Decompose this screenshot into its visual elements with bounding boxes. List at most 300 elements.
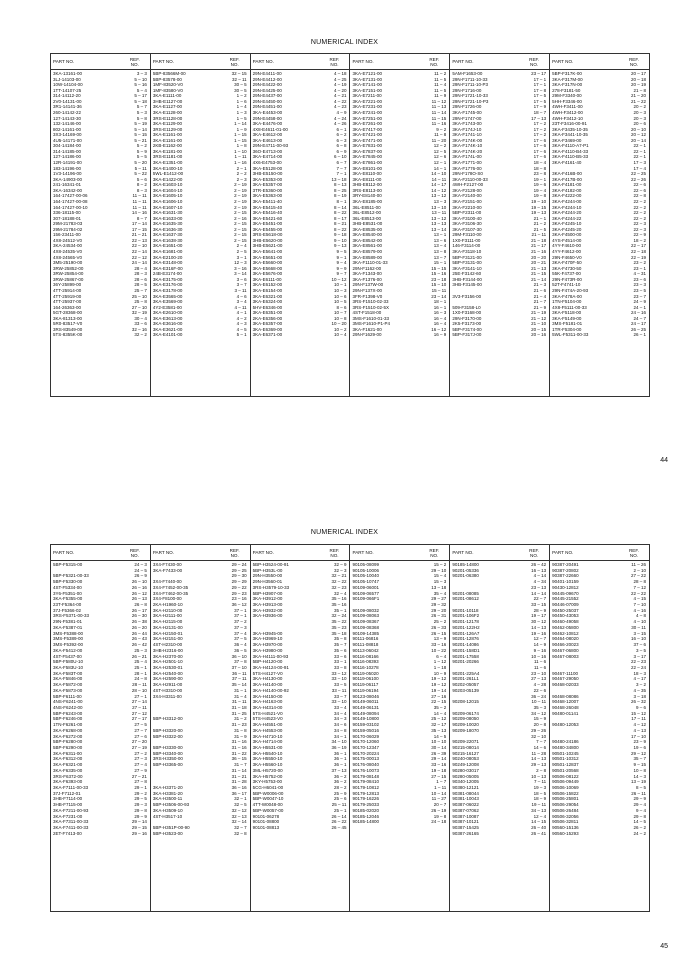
part-number: 4X8-F5111-00-33 (552, 304, 587, 310)
part-number: 5BP-H3523-00 (152, 830, 183, 836)
ref-number: 14 – 17 (431, 182, 447, 188)
ref-number: 19 – 13 (531, 210, 547, 216)
part-number: 5BP-F5315-00 (53, 562, 83, 567)
index-column (51, 545, 151, 911)
ref-number: 20 – 14 (630, 137, 646, 143)
index-row (450, 332, 549, 338)
part-number: 3KA-E1651-00 (152, 243, 183, 249)
ref-number: 27 – 22 (630, 573, 646, 579)
part-number: 90109-06577 (352, 590, 380, 596)
ref-number: 22 – 22 (630, 590, 646, 596)
part-number: 29N-F1711-10-33 (452, 76, 488, 82)
part-number: 90380-12121 (452, 785, 479, 791)
ref-number: 13 – 1 (433, 232, 447, 238)
ref-number: 27 – 10 (131, 304, 147, 310)
part-number: 90467-08003 (552, 653, 579, 659)
part-number: 29N-F178O-S0 (452, 171, 483, 177)
ref-number: 28 – 1 (134, 670, 147, 676)
part-number: 90209-18070 (452, 727, 479, 733)
part-number: 3X4-F7440-00 (152, 579, 182, 585)
part-number: 5BP-F2311-00 (452, 210, 482, 216)
part-number: 3KA-E2610-00 (152, 310, 183, 316)
ref-number: 2 – 19 (234, 193, 247, 199)
ref-number: 20 – 21 (531, 260, 547, 266)
part-number: 3KA-H5531-00 (252, 745, 283, 750)
ref-number: 10 – 2 (333, 326, 347, 332)
part-number: 3KA-E6351-00 (252, 310, 283, 316)
part-number: 3HB-E5620-00 (252, 237, 283, 243)
ref-number: 5 – 3 (136, 109, 147, 115)
ref-number: 5 – 19 (134, 121, 147, 127)
part-number: 3KA-E7151-00 (352, 87, 383, 93)
part-number: 90179-12813 (352, 790, 380, 796)
part-number: 90506-26484 (552, 807, 579, 813)
ref-number: 23 – 8 (533, 171, 547, 177)
part-number: 3KA-E6369-00 (252, 326, 283, 332)
ref-number: 10 – 4 (333, 332, 347, 338)
index-column (151, 54, 251, 396)
part-number: 3KA-E6321-00 (252, 293, 283, 299)
ref-number: 28 – 5 (134, 282, 147, 288)
part-number: 3KA-E3621-00 (152, 326, 183, 332)
ref-number: 26 – 33 (431, 624, 447, 630)
ref-number: 4 – 28 (533, 682, 547, 688)
ref-number: 37 – 4 (234, 630, 247, 636)
ref-number: 22 – 7 (533, 596, 547, 602)
part-number: 3KA-H2370-00 (152, 653, 183, 659)
part-number: 3KA-F2128-00 (452, 187, 482, 193)
ref-number: 23 – 16 (231, 596, 247, 602)
ref-number: 11 – 11 (132, 193, 147, 199)
part-number: 3KA-F6312-00 (53, 756, 83, 762)
ref-number: 19 – 18 (431, 767, 447, 773)
part-number: 3MS-F5392-00 (53, 642, 84, 648)
part-number: 3X4-F7452-00-35 (152, 584, 189, 590)
part-number: 90119-06100 (352, 676, 379, 682)
ref-number: 18 – 9 (533, 796, 547, 802)
part-number: 29M-F3110-00 (452, 232, 482, 238)
part-number: 3TR-E5360-00 (252, 187, 283, 193)
index-row (450, 831, 549, 837)
ref-number: 17 – 6 (533, 143, 547, 149)
ref-number: 4 – 24 (333, 115, 347, 121)
ref-number: 5 – 9 (136, 148, 147, 154)
ref-number: 1 – 12 (433, 659, 447, 665)
part-number: 3KA-14903-00 (53, 176, 83, 182)
part-number: 3RS-E1129-00 (152, 126, 183, 132)
ref-number: 25 – 10 (131, 293, 147, 299)
part-number: 90149-06011 (352, 699, 379, 705)
ref-number: 26 – 12 (131, 590, 147, 596)
part-no-header: PART NO. (452, 550, 474, 555)
ref-number: 6 – 9 (336, 148, 347, 154)
part-number: 3KA-H4150-00 (252, 693, 283, 699)
ref-number: 11 – 28 (531, 750, 547, 756)
ref-number: 26 – 14 (331, 813, 347, 819)
ref-number: 32 – 11 (231, 76, 247, 82)
part-number: 90170-06029 (352, 733, 380, 739)
ref-number: 9 – 15 (633, 762, 646, 768)
ref-number: 20 – 20 (531, 254, 547, 260)
part-number: 3KA-F1743-00 (452, 121, 482, 127)
part-number: 90468-26048 (552, 704, 579, 710)
part-number: 3KA-F1776-00 (452, 165, 482, 171)
ref-number: 2 – 19 (234, 204, 247, 210)
ref-number: 19 – 16 (531, 630, 547, 636)
ref-number: 22 – 23 (630, 659, 646, 665)
part-number: 3RS-E1128-00 (152, 115, 183, 121)
part-number: 278-F3181-50 (552, 87, 581, 93)
part-number: 90506-32056 (552, 813, 579, 819)
part-number: 3KA-E1181-00 (152, 148, 183, 154)
ref-number: 23 – 7 (633, 293, 646, 299)
part-number: 90179-10812 (352, 785, 380, 791)
part-number: 90249-12008 (452, 762, 479, 768)
part-number: 314-14185-00 (53, 148, 82, 154)
ref-number: 22 – 2 (633, 198, 646, 204)
ref-number: 1 – 2 (236, 93, 247, 99)
ref-number: 10 – 10 (431, 739, 447, 745)
part-number: 29N-E4451-00 (252, 104, 282, 110)
ref-number: 5 – 17 (134, 93, 147, 99)
part-number: 4WH-F2127-00 (452, 182, 484, 188)
ref-number: 3 – 3 (136, 71, 147, 76)
ref-number: 35 – 16 (331, 602, 347, 608)
part-number: 4WH-F3412-00 (552, 109, 583, 115)
ref-number: 17 – 3 (633, 160, 646, 165)
part-number: 3KA-H4710-10 (252, 733, 283, 739)
part-number: 90450-43053 (552, 613, 579, 619)
ref-number: 27 – 8 (134, 779, 147, 785)
ref-number: 16 – 10 (630, 636, 646, 642)
ref-number: 15 – 1 (433, 260, 447, 266)
ref-number: 31 – 2 (234, 716, 247, 722)
part-number: 90109-08367 (352, 619, 380, 625)
part-number: 1TN-F5104-00 (552, 299, 582, 305)
part-number: 10W-14104-00 (53, 82, 83, 88)
part-number: 3KA-F6268-00 (53, 727, 83, 733)
ref-number: 33 – 6 (134, 321, 147, 327)
part-number: 3KA-E4714-00 (252, 154, 283, 160)
column-header (151, 545, 250, 561)
index-column (550, 545, 649, 911)
ref-number: 29 – 8 (633, 813, 646, 819)
page-title: NUMERICAL INDEX (310, 529, 379, 536)
ref-number: 21 – 21 (131, 232, 147, 238)
ref-no-header: REF. NO. (129, 56, 140, 67)
ref-number: 32 – 23 (331, 584, 347, 590)
ref-number: 16 – 12 (431, 326, 447, 332)
ref-number: 29 – 8 (134, 807, 147, 813)
part-number: 3KA-F4500-00 (552, 232, 582, 238)
ref-number: 11 – 9 (434, 93, 447, 99)
ref-number: 2 – 10 (633, 567, 646, 573)
ref-number: 15 – 12 (630, 710, 646, 716)
part-number: 4YY-F4612-00 (552, 249, 581, 254)
ref-number: 11 – 6 (533, 659, 547, 665)
part-number: 3KA-F174K-10 (452, 143, 483, 149)
ref-number: 26 – 43 (131, 636, 147, 642)
ref-number: 22 – 2 (633, 204, 646, 210)
part-number: 3KA-F1771-00 (452, 160, 482, 165)
part-number: 3KA-E1606-10 (152, 198, 183, 204)
ref-number: 15 – 16 (431, 271, 447, 277)
ref-number: 24 – 16 (630, 310, 646, 316)
part-number: 3KA-F7211-00-93 (53, 807, 89, 813)
ref-number: 28 – 3 (134, 271, 147, 277)
ref-number: 25 – 8 (134, 299, 147, 305)
part-number: 4U5-14171-00 (53, 137, 82, 143)
ref-number: 37 – 11 (231, 676, 247, 682)
ref-number: 2 – 4 (236, 243, 247, 249)
ref-number: 2 – 3 (236, 176, 247, 182)
ref-number: 30 – 12 (531, 619, 547, 625)
ref-number: 19 – 8 (533, 193, 547, 199)
part-number: 4TT-25919-00 (53, 293, 82, 299)
part-number: 1TN-F6261-00 (53, 722, 83, 728)
ref-number: 16 – 1 (433, 304, 447, 310)
part-number: 3RS-F1510-02-33 (352, 299, 389, 305)
ref-no-header: REF. NO. (429, 56, 440, 67)
ref-number: 25 – 1 (333, 807, 347, 813)
part-number: 3KA-E5353-00 (252, 176, 283, 182)
part-number: 3MS-F1610-01-33 (352, 315, 390, 321)
column-body (251, 70, 350, 396)
index-table (50, 53, 650, 397)
ref-number: 4 – 26 (333, 121, 347, 127)
part-number: 90109-08063 (352, 613, 380, 619)
part-number: 3RS-F5371-00-33 (53, 613, 90, 619)
ref-number: 11 – 12 (431, 98, 447, 104)
ref-number: 25 – 6 (333, 796, 347, 802)
part-number: 36L-E8512-00 (352, 210, 382, 216)
part-number: 3KA-E1633-00 (152, 215, 183, 221)
ref-number: 36 – 12 (231, 602, 247, 608)
ref-number: 4 – 15 (633, 596, 646, 602)
ref-number: 5 – 8 (136, 115, 147, 121)
ref-number: 6 – 10 (333, 154, 347, 160)
index-page-45 (0, 487, 689, 974)
ref-number: 4 – 17 (633, 676, 646, 682)
part-number: 3KA-E7211-00 (352, 93, 382, 99)
page-number: 44 (660, 457, 668, 464)
ref-number: 4 – 14 (533, 573, 547, 579)
ref-number: 21 – 12 (531, 315, 547, 321)
ref-number: 37 – 1 (234, 613, 247, 619)
ref-number: 33 – 8 (333, 664, 347, 670)
ref-number: 17 – 11 (631, 716, 646, 722)
index-row (51, 332, 150, 338)
part-number: 24B-E3174-00 (152, 271, 182, 277)
ref-number: 20 – 19 (630, 82, 646, 88)
ref-number: 21 – 18 (531, 237, 547, 243)
column-header (251, 54, 350, 70)
ref-number: 27 – 1 (134, 693, 147, 699)
ref-number: 1 – 6 (236, 98, 247, 104)
ref-number: 10 – 12 (331, 276, 347, 282)
part-number: 29N-E4412-00 (252, 76, 282, 82)
part-number: 29N-E4411-00 (252, 71, 282, 76)
part-number: 3KA-E4453-00 (252, 109, 283, 115)
part-number: 3KA-E1129-00 (152, 121, 183, 127)
part-number: 90464-08020 (552, 636, 579, 642)
part-no-header: PART NO. (53, 550, 75, 555)
part-number: 3KA-H2151-00 (152, 636, 183, 642)
part-no-header: PART NO. (252, 59, 274, 64)
part-number: 90119-05020 (352, 670, 379, 676)
part-number: 37J-F5366-02 (53, 607, 82, 613)
ref-number: 33 – 7 (333, 693, 347, 699)
ref-number: 31 – 16 (231, 739, 247, 745)
ref-number: 35 – 7 (333, 642, 347, 648)
part-number: 4TT-25914-00 (53, 287, 82, 293)
ref-number: 17 – 2 (533, 132, 547, 138)
ref-number: 32 – 9 (333, 562, 347, 567)
ref-number: 10 – 20 (331, 321, 347, 327)
ref-number: 3 – 2 (635, 682, 646, 688)
ref-number: 32 – 1 (234, 796, 247, 802)
ref-number: 15 – 3 (433, 579, 447, 585)
ref-number: 28 – 2 (333, 785, 347, 791)
ref-number: 29 – 14 (431, 756, 447, 762)
ref-number: 22 – 6 (533, 687, 547, 693)
part-number: 90201-122H2 (452, 624, 480, 630)
part-number: 90201-158D1 (452, 647, 480, 653)
part-number: 90480-34800 (552, 745, 579, 750)
part-number: 1MF-83580-V0 (152, 87, 183, 93)
ref-number: 3 – 7 (236, 282, 247, 288)
part-number: 3KA-F1110-01-33 (352, 260, 388, 266)
part-number: 90201-12876 (452, 636, 479, 642)
ref-number: 26 – 16 (131, 584, 147, 590)
part-number: 3HB-E5150-00 (252, 171, 283, 177)
part-number: 29N-E4711-00-93 (252, 143, 289, 149)
ref-number: 32 – 17 (431, 722, 447, 728)
part-no-header: PART NO. (252, 550, 274, 555)
ref-number: 4 – 10 (633, 619, 646, 625)
part-number: 3RW-25867-00 (53, 276, 84, 282)
ref-number: 18 – 8 (533, 165, 547, 171)
ref-number: 21 – 15 (531, 271, 547, 277)
part-number: 29N-F3170-00 (452, 315, 482, 321)
ref-number: 10 – 14 (431, 790, 447, 796)
ref-number: 27 – 15 (431, 773, 447, 779)
ref-number: 2 – 19 (234, 198, 247, 204)
part-number: 4ST-H2310-00 (152, 642, 183, 648)
part-number: 3KA-E8579-00 (352, 249, 383, 254)
ref-number: 29 – 20 (431, 607, 447, 613)
part-number: 90109-06001 (352, 584, 380, 590)
ref-number: 36 – 17 (231, 790, 247, 796)
part-number: 90119-06194 (352, 687, 379, 693)
ref-number: 29 – 16 (131, 830, 147, 836)
ref-number: 22 – 14 (131, 249, 147, 254)
ref-number: 22 – 15 (431, 699, 447, 705)
ref-number: 31 – 22 (231, 750, 247, 756)
ref-number: 21 – 4 (533, 293, 547, 299)
ref-number: 21 – 5 (533, 226, 547, 232)
ref-number: 4 – 21 (333, 93, 347, 99)
part-number: 3KA-F4182-00 (552, 187, 582, 193)
part-number: 3KA-F6272-00 (53, 733, 83, 739)
part-number: 90105-10006 (352, 567, 380, 573)
part-number: 25E-F3142-60 (452, 271, 482, 277)
part-number: 90209-22071 (452, 739, 479, 745)
part-number: 3KA-E5660-00 (252, 260, 283, 266)
part-number: 90201-261L1 (452, 676, 479, 682)
part-number: 3KA-E7131-00 (352, 76, 383, 82)
ref-number: 26 – 8 (134, 602, 147, 608)
part-number: 29N-H3550-00 (252, 573, 283, 579)
part-number: 3KA-E8589-00 (352, 254, 383, 260)
part-number: 3KA-F5355-00 (53, 596, 83, 602)
part-number: 5TS-H4523-V0 (252, 716, 283, 722)
ref-number: 27 – 3 (134, 756, 147, 762)
part-number: 90201-126A7 (452, 630, 480, 636)
ref-number: 22 – 6 (633, 182, 646, 188)
part-number: 90170-12347 (352, 745, 380, 750)
ref-number: 33 – 16 (431, 642, 447, 648)
ref-number: 25 – 11 (331, 802, 347, 808)
part-number: 3KA-E8561-00 (352, 243, 383, 249)
ref-number: 1 – 5 (236, 115, 247, 121)
part-number: 90116-08166 (352, 653, 379, 659)
ref-number: 4 – 34 (533, 579, 547, 585)
ref-number: 28 – 9 (533, 607, 547, 613)
part-number: 5AM-F1653-00 (452, 71, 483, 76)
ref-number: 1 – 3 (236, 109, 247, 115)
part-number: 90467-29050 (552, 676, 579, 682)
ref-number: 3 – 4 (236, 299, 247, 305)
ref-number: 36 – 5 (234, 647, 247, 653)
ref-number: 4 – 13 (633, 727, 646, 733)
part-number: 90468-12007 (552, 699, 579, 705)
part-number: 3KA-E7141-00 (352, 82, 383, 88)
part-no-header: PART NO. (552, 59, 574, 64)
part-number: 90460-49058 (552, 619, 579, 625)
ref-number: 10 – 5 (333, 299, 347, 305)
part-number: 90387-20491 (552, 562, 579, 567)
part-number: 90201-106F2 (452, 613, 480, 619)
part-number: 4ST-F1518-00 (352, 310, 382, 316)
part-number: 90109-066F1 (352, 596, 380, 602)
ref-number: 26 – 42 (531, 562, 547, 567)
ref-number: 9 – 18 (333, 232, 347, 238)
part-number: 3KA-E5415-40 (252, 204, 283, 210)
part-number: 29N-F1721-10-33 (452, 93, 488, 99)
ref-number: 1 – 7 (436, 779, 447, 785)
part-number: 3KA-E1631-30 (152, 210, 183, 216)
part-number: 3KA-F1741-10 (452, 132, 482, 138)
part-number: 3KA-H2530-01 (152, 664, 183, 670)
part-number: 3LJ-14103-00 (53, 76, 81, 82)
part-number: 3KA-E1161-00 (152, 132, 183, 138)
index-row (251, 332, 350, 338)
column-body (450, 70, 549, 396)
part-number: 3KA-H3980-00 (252, 647, 283, 653)
ref-number: 28 – 10 (131, 687, 147, 693)
part-number: 3KA-E1351-00 (152, 160, 183, 165)
part-number: 90109-08032 (352, 607, 380, 613)
ref-number: 9 – 7 (336, 271, 347, 277)
part-number: 90468-02033 (552, 682, 579, 688)
part-number: 4WH-F3412-10 (552, 115, 583, 121)
ref-number: 32 – 4 (333, 590, 347, 596)
ref-number: 22 – 18 (630, 249, 646, 254)
ref-number: 12 – 4 (533, 813, 547, 819)
part-number: 90185-12046 (352, 813, 380, 819)
ref-number: 34 – 8 (333, 727, 347, 733)
